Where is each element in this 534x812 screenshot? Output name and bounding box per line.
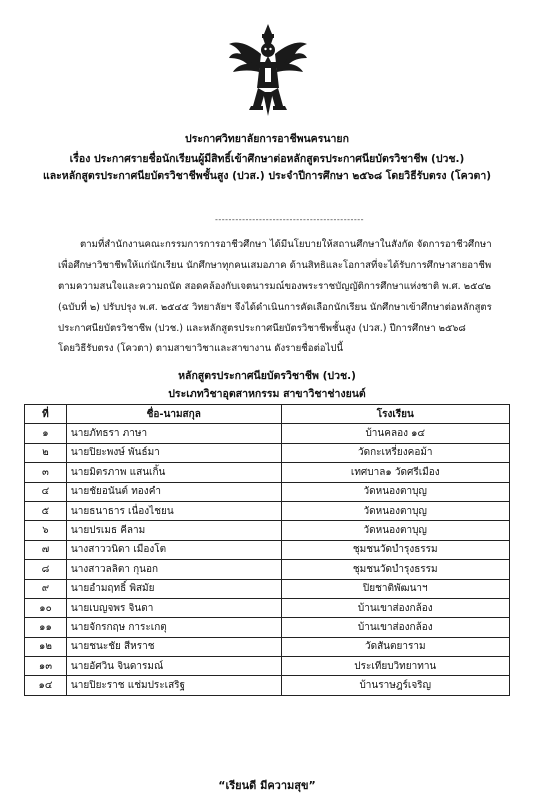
row-number: ๒ [25, 443, 67, 462]
student-name: นายชัยอนันต์ ทองคำ [66, 482, 281, 501]
section-subtitle: ประเภทวิชาอุตสาหกรรม สาขาวิชาช่างยนต์ [168, 388, 366, 400]
student-name: นายอัศวิน จินดารมณ์ [66, 657, 281, 676]
table-row [25, 657, 510, 676]
student-name: นายอำมฤทธิ์ พิสมัย [66, 579, 281, 598]
school-name: บ้านราษฎร์เจริญ [281, 676, 509, 695]
school-name: วัดหนองตาบุญ [281, 521, 509, 540]
school-name: เทศบาล๑ วัดศรีเมือง [281, 463, 509, 482]
table-row [25, 443, 510, 462]
table-row [25, 637, 510, 656]
school-name: ชุมชนวัดบำรุงธรรม [281, 540, 509, 559]
row-number: ๕ [25, 501, 67, 520]
table-row [25, 424, 510, 443]
body-line-6: โดยวิธีรับตรง (โควตา) ตามสาขาวิชาและสาขางาน ดังรายชื่อต่อไปนี้ [58, 343, 344, 354]
student-name: นายปิยะพงษ์ พันธ์มา [66, 443, 281, 462]
column-header-number: ที่ [25, 405, 67, 424]
column-header-school: โรงเรียน [281, 405, 509, 424]
school-name: วัดหนองตาบุญ [281, 482, 509, 501]
student-name: นางสาววนิดา เมืองโต [66, 540, 281, 559]
table-row [25, 560, 510, 579]
row-number: ๙ [25, 579, 67, 598]
row-number: ๑๔ [25, 676, 67, 695]
table-row [25, 676, 510, 695]
row-number: ๑๒ [25, 637, 67, 656]
table-row [25, 579, 510, 598]
row-number: ๑ [25, 424, 67, 443]
table-row [25, 598, 510, 617]
table-row [25, 540, 510, 559]
body-line-3: ตามความสนใจและความถนัด สอดคล้องกับเจตนารมณ์ของพระราชบัญญัติการศึกษาแห่งชาติ พ.ศ. ๒๕๔๒ [58, 281, 491, 292]
table-row [25, 482, 510, 501]
school-name: ปิยชาติพัฒนาฯ [281, 579, 509, 598]
student-name: นายปิยะราช แช่มประเสริฐ [66, 676, 281, 695]
college-motto: “เรียนดี มีความสุข” [218, 779, 316, 792]
student-name: นายธนาธาร เนื่องไชยน [66, 501, 281, 520]
student-table [24, 404, 510, 696]
table-row [25, 521, 510, 540]
school-name: บ้านคลอง ๑๔ [281, 424, 509, 443]
student-name: นายชนะชัย สีหราช [66, 637, 281, 656]
table-row [25, 463, 510, 482]
garuda-emblem-icon [227, 22, 309, 118]
student-name: นายภัทธรา ภาษา [66, 424, 281, 443]
table-row [25, 501, 510, 520]
table-row [25, 618, 510, 637]
student-name: นางสาวลลิตา กุนอก [66, 560, 281, 579]
student-name: นายมิตรภาพ แสนเกิ้น [66, 463, 281, 482]
announcement-title: ประกาศวิทยาลัยการอาชีพนครนายก [185, 133, 349, 145]
body-line-2: เพื่อศึกษาวิชาชีพให้แก่นักเรียน นักศึกษาทุกคนเสมอภาค ด้านสิทธิและโอกาสที่จะได้รับการศึกษาสายอาชีพ [58, 260, 492, 271]
body-line-1: ตามที่สำนักงานคณะกรรมการการอาชีวศึกษา ได้มีนโยบายให้สถานศึกษาในสังกัด จัดการอาชีวศึกษา [80, 239, 492, 250]
school-name: บ้านเขาส่องกล้อง [281, 598, 509, 617]
school-name: วัดสันตยาราม [281, 637, 509, 656]
row-number: ๓ [25, 463, 67, 482]
student-name: นายจักรกฤษ การะเกตุ [66, 618, 281, 637]
school-name: ชุมชนวัดบำรุงธรรม [281, 560, 509, 579]
section-title: หลักสูตรประกาศนียบัตรวิชาชีพ (ปวช.) [178, 370, 356, 382]
row-number: ๘ [25, 560, 67, 579]
row-number: ๔ [25, 482, 67, 501]
separator-line: -------------------------------------------- [215, 215, 365, 224]
row-number: ๖ [25, 521, 67, 540]
row-number: ๑๐ [25, 598, 67, 617]
row-number: ๑๓ [25, 657, 67, 676]
school-name: ประเทียบวิทยาทาน [281, 657, 509, 676]
school-name: วัดหนองตาบุญ [281, 501, 509, 520]
school-name: วัดกะเหรี่ยงคอม้า [281, 443, 509, 462]
row-number: ๑๑ [25, 618, 67, 637]
announcement-subject-line2: และหลักสูตรประกาศนียบัตรวิชาชีพชั้นสูง (ปวส.) ประจำปีการศึกษา ๒๕๖๘ โดยวิธีรับตรง (โควตา) [42, 170, 492, 182]
table-header-row [25, 405, 510, 424]
body-line-5: ประกาศนียบัตรวิชาชีพ (ปวช.) และหลักสูตรประกาศนียบัตรวิชาชีพชั้นสูง (ปวส.) ปีการศึกษา ๒๕๖๘ [58, 323, 466, 334]
row-number: ๗ [25, 540, 67, 559]
school-name: บ้านเขาส่องกล้อง [281, 618, 509, 637]
student-name: นายเบญจพร จินดา [66, 598, 281, 617]
announcement-subject-line1: เรื่อง ประกาศรายชื่อนักเรียนผู้มีสิทธิ์เข้าศึกษาต่อหลักสูตรประกาศนียบัตรวิชาชีพ (ปวช.) [69, 153, 465, 165]
column-header-name: ชื่อ-นามสกุล [66, 405, 281, 424]
student-name: นายปรเมธ คีลาม [66, 521, 281, 540]
body-line-4: (ฉบับที่ ๒) ปรับปรุง พ.ศ. ๒๕๔๕ วิทยาลัยฯ จึงได้ดำเนินการคัดเลือกนักเรียน นักศึกษาเข้าศึกษาต่อหลักสูตร [58, 302, 492, 313]
